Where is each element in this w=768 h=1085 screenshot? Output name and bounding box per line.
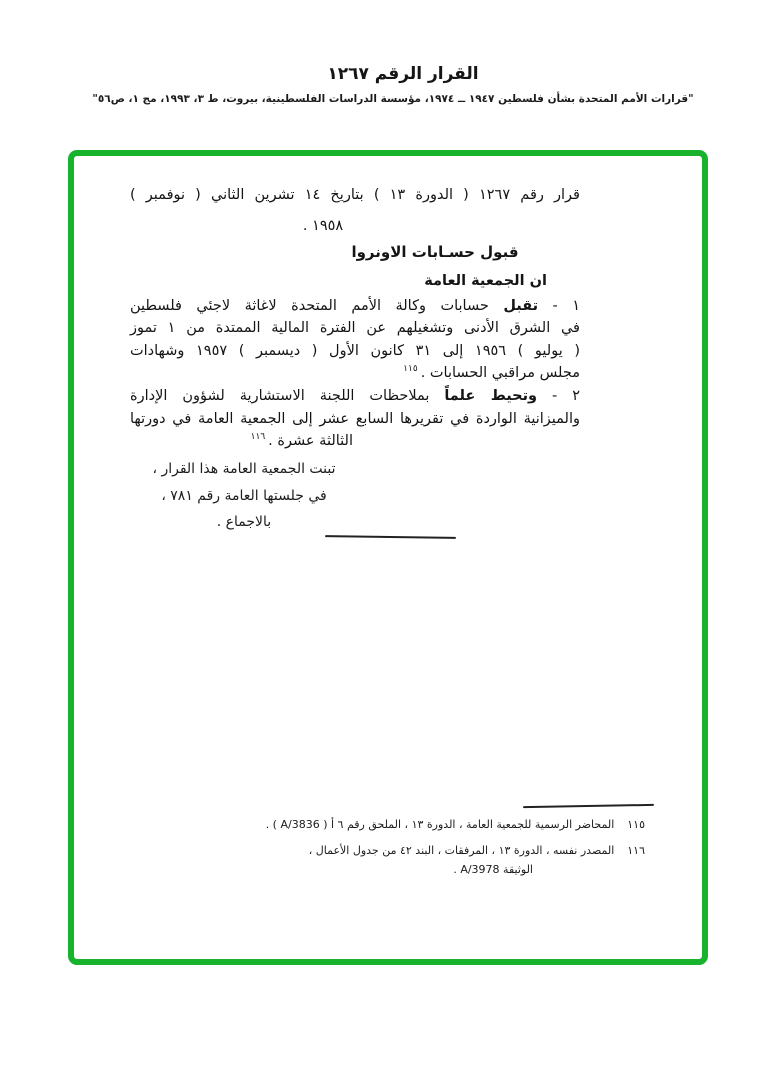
footnote-marker-115: ١١٥	[403, 364, 418, 374]
footnote-116-text-line2: الوثيقة A/3978 .	[453, 863, 533, 876]
paragraph-1-line-4	[130, 362, 580, 384]
section-end-rule	[325, 535, 456, 539]
para2-number: ٢ -	[537, 388, 580, 404]
footnote-115	[245, 815, 645, 834]
footnote-116-row	[245, 841, 645, 860]
paragraph-2-line-1	[130, 385, 580, 407]
footnote-marker-116: ١١٦	[250, 432, 266, 442]
resolution-subject: قبول حسـابات الاونروا	[351, 243, 519, 261]
footnote-115-number: ١١٥	[627, 818, 645, 831]
source-citation: "قرارات الأمم المتحدة بشأن فلسطين ١٩٤٧ ــ ١٩٧٤، مؤسسة الدراسات الفلسطينية، بيروت، ط ٣، ١٩٩٣، مج ١، ص٥٦"	[92, 93, 694, 105]
para2-verb: وتحيط علماً	[444, 388, 538, 404]
adoption-line-1: تبنت الجمعية العامة هذا القرار ،	[152, 461, 336, 477]
resolution-heading-line2: ١٩٥٨ .	[302, 218, 344, 234]
resolution-heading-line1: قرار رقم ١٢٦٧ ( الدورة ١٣ ) بتاريخ ١٤ تشرين الثاني ( نوفمبر )	[130, 187, 580, 203]
footnote-115-text: المحاضر الرسمية للجمعية العامة ، الدورة ١٣ ، الملحق رقم ٦ أ ( A/3836 ) .	[265, 818, 615, 831]
footnote-116	[245, 841, 645, 879]
para2-line1-text: بملاحظات اللجنة الاستشارية لشؤون الإدارة	[130, 388, 445, 404]
para1-verb: تقبل	[503, 298, 539, 314]
adoption-line-3: بالاجماع .	[216, 514, 272, 530]
para1-number: ١ -	[538, 298, 581, 314]
paragraph-1-line-2: في الشرق الأدنى وتشغيلهم عن الفترة المالية الممتدة من ١ تموز	[130, 320, 580, 336]
paragraph-2-line-2: والميزانية الواردة في تقريرها السابع عشر إلى الجمعية العامة في دورتها	[130, 411, 580, 427]
paragraph-1-line-3: ( يوليو ) ١٩٥٦ إلى ٣١ كانون الأول ( ديسمبر ) ١٩٥٧ وشهادات	[130, 343, 580, 359]
paragraph-2-line-3	[130, 430, 353, 452]
footnote-116-number: ١١٦	[627, 844, 645, 857]
footnote-separator-rule	[523, 804, 654, 808]
para2-line3-text: الثالثة عشرة .	[268, 433, 353, 449]
green-highlight-frame	[68, 150, 708, 965]
para1-line1-text: حسابات وكالة الأمم المتحدة لاغاثة لاجئي فلسطين	[130, 298, 504, 314]
paragraph-1-line-1	[130, 295, 580, 317]
footnote-115-row	[245, 815, 645, 834]
adoption-line-2: في جلستها العامة رقم ٧٨١ ،	[161, 487, 327, 504]
footnote-116-text-line1: المصدر نفسه ، الدورة ١٣ ، المرفقات ، البند ٤٢ من جدول الأعمال ،	[308, 844, 615, 857]
opening-phrase: ان الجمعية العامة	[424, 273, 547, 289]
para1-line4-text: مجلس مراقبي الحسابات .	[420, 365, 580, 381]
page-title: القرار الرقم ١٢٦٧	[327, 64, 479, 84]
adoption-note	[130, 456, 358, 536]
